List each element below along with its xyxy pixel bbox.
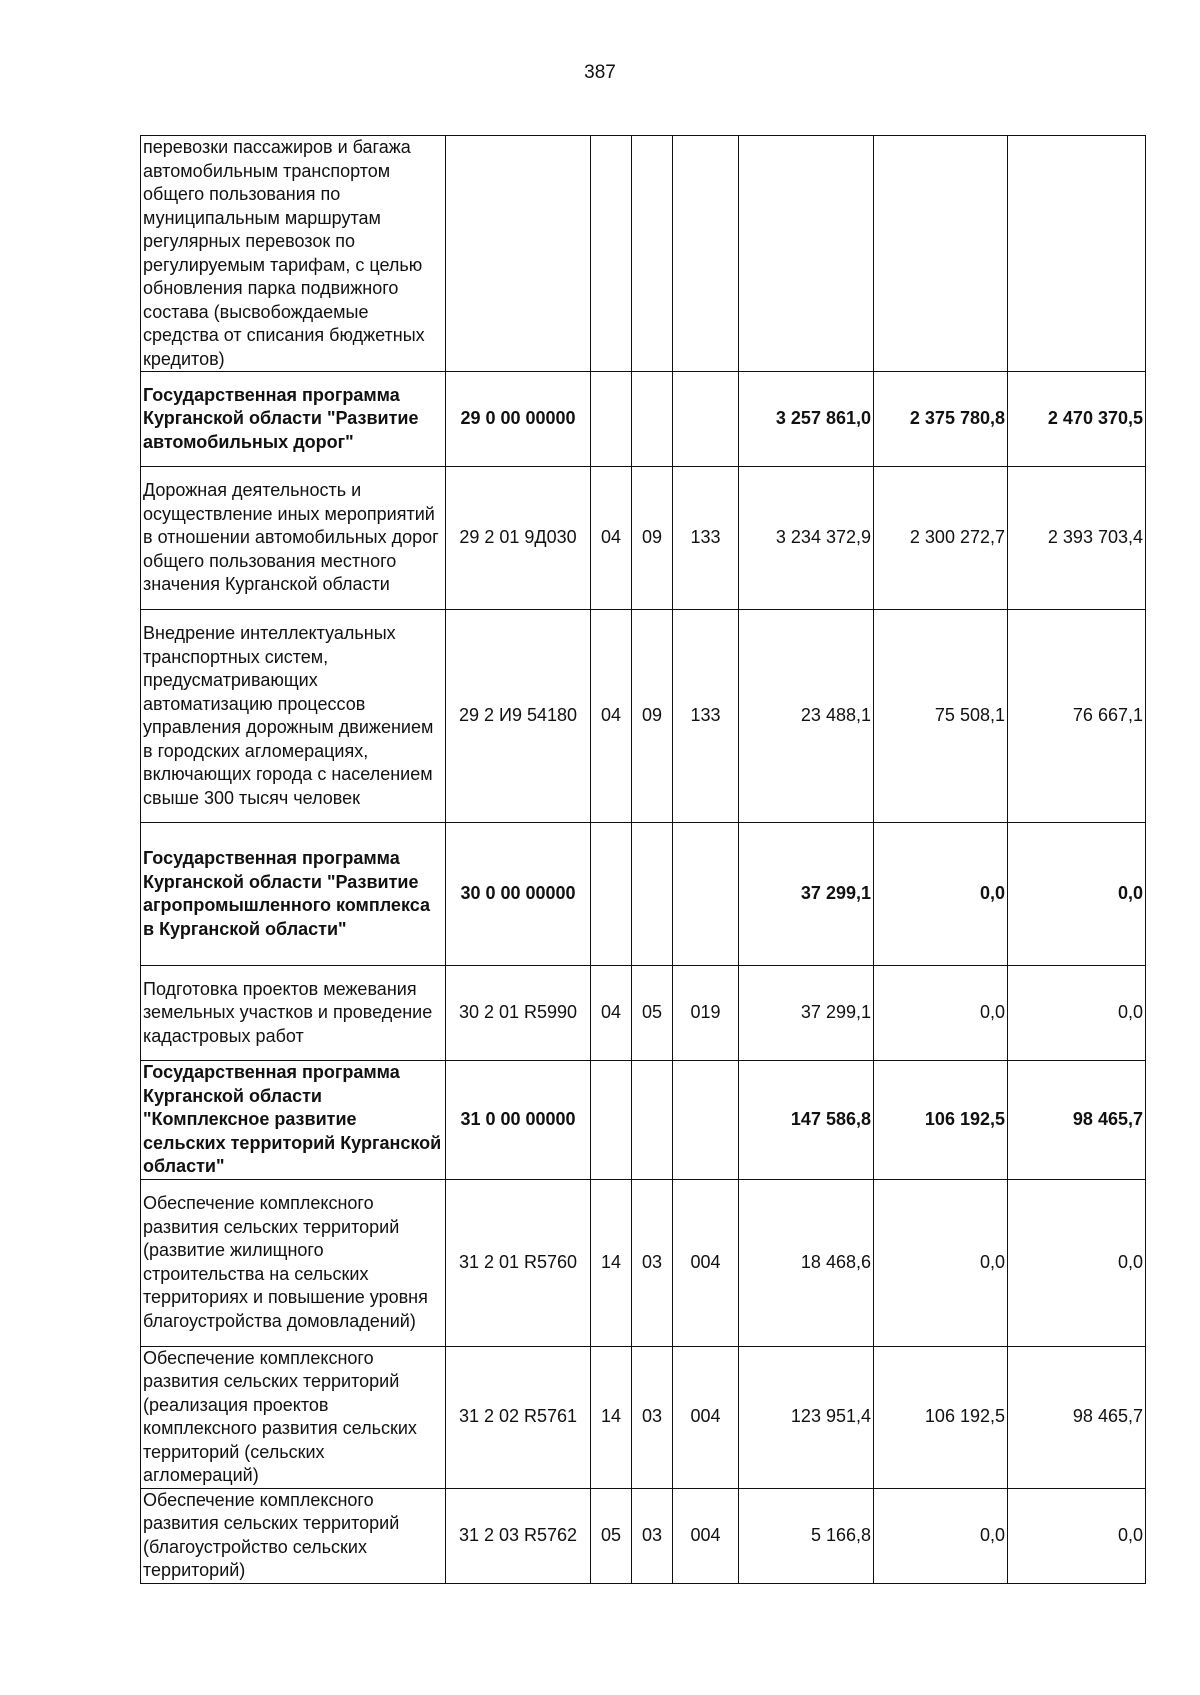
cell-section <box>591 1061 632 1180</box>
cell-grbs: 133 <box>673 610 739 823</box>
cell-subsection: 03 <box>632 1346 673 1488</box>
cell-target-code: 29 2 И9 54180 <box>446 610 591 823</box>
cell-name: Обеспечение комплексного развития сельских территорий (реализация проектов комплексного развития сельских территорий (сельских агломераций) <box>141 1346 446 1488</box>
cell-grbs: 004 <box>673 1179 739 1346</box>
cell-grbs: 004 <box>673 1346 739 1488</box>
cell-amount-year1: 5 166,8 <box>739 1488 874 1583</box>
cell-section: 04 <box>591 610 632 823</box>
cell-amount-year2: 2 300 272,7 <box>874 467 1008 610</box>
cell-section <box>591 136 632 372</box>
cell-target-code: 31 2 03 R5762 <box>446 1488 591 1583</box>
cell-amount-year1 <box>739 136 874 372</box>
page-number: 387 <box>584 62 616 83</box>
table-row <box>141 966 1146 1061</box>
cell-grbs: 133 <box>673 467 739 610</box>
cell-amount-year2: 2 375 780,8 <box>874 372 1008 467</box>
cell-grbs <box>673 136 739 372</box>
cell-amount-year3: 2 393 703,4 <box>1008 467 1146 610</box>
cell-amount-year3: 0,0 <box>1008 1179 1146 1346</box>
cell-grbs: 019 <box>673 966 739 1061</box>
cell-amount-year1: 147 586,8 <box>739 1061 874 1180</box>
table-row <box>141 372 1146 467</box>
cell-grbs <box>673 372 739 467</box>
cell-grbs <box>673 1061 739 1180</box>
cell-target-code: 29 0 00 00000 <box>446 372 591 467</box>
cell-target-code: 29 2 01 9Д030 <box>446 467 591 610</box>
cell-amount-year2: 0,0 <box>874 823 1008 966</box>
table-row <box>141 1346 1146 1488</box>
cell-section: 14 <box>591 1346 632 1488</box>
cell-amount-year2: 106 192,5 <box>874 1061 1008 1180</box>
cell-section: 04 <box>591 966 632 1061</box>
cell-subsection: 03 <box>632 1179 673 1346</box>
cell-section: 14 <box>591 1179 632 1346</box>
cell-subsection: 09 <box>632 610 673 823</box>
cell-amount-year2: 0,0 <box>874 1488 1008 1583</box>
cell-subsection <box>632 136 673 372</box>
cell-name: перевозки пассажиров и багажа автомобильным транспортом общего пользования по муниципальным маршрутам регулярных перевозок по регулируемым тарифам, с целью обновления парка подвижного состава (высвобождаемые средства от списания бюджетных кредитов) <box>141 136 446 372</box>
cell-name: Государственная программа Курганской области "Развитие автомобильных дорог" <box>141 372 446 467</box>
cell-subsection <box>632 372 673 467</box>
cell-target-code: 30 2 01 R5990 <box>446 966 591 1061</box>
cell-name: Внедрение интеллектуальных транспортных систем, предусматривающих автоматизацию процессов управления дорожным движением в городских агломерациях, включающих города с населением свыше 300 тысяч человек <box>141 610 446 823</box>
cell-amount-year3 <box>1008 136 1146 372</box>
cell-amount-year1: 3 234 372,9 <box>739 467 874 610</box>
table-row <box>141 1179 1146 1346</box>
cell-target-code: 30 0 00 00000 <box>446 823 591 966</box>
table-row <box>141 136 1146 372</box>
table-row <box>141 467 1146 610</box>
table-row <box>141 1061 1146 1180</box>
cell-subsection: 05 <box>632 966 673 1061</box>
cell-amount-year3: 0,0 <box>1008 823 1146 966</box>
cell-subsection <box>632 1061 673 1180</box>
table-row <box>141 823 1146 966</box>
cell-amount-year1: 37 299,1 <box>739 966 874 1061</box>
cell-amount-year1: 18 468,6 <box>739 1179 874 1346</box>
cell-grbs: 004 <box>673 1488 739 1583</box>
cell-subsection: 09 <box>632 467 673 610</box>
cell-target-code: 31 2 01 R5760 <box>446 1179 591 1346</box>
cell-amount-year3: 98 465,7 <box>1008 1346 1146 1488</box>
cell-subsection <box>632 823 673 966</box>
cell-target-code: 31 2 02 R5761 <box>446 1346 591 1488</box>
table-row <box>141 1488 1146 1583</box>
cell-target-code <box>446 136 591 372</box>
cell-amount-year3: 0,0 <box>1008 966 1146 1061</box>
cell-name: Обеспечение комплексного развития сельских территорий (благоустройство сельских территорий) <box>141 1488 446 1583</box>
budget-table <box>140 135 1146 1584</box>
cell-amount-year1: 23 488,1 <box>739 610 874 823</box>
cell-subsection: 03 <box>632 1488 673 1583</box>
cell-amount-year2: 0,0 <box>874 966 1008 1061</box>
cell-name: Дорожная деятельность и осуществление иных мероприятий в отношении автомобильных дорог общего пользования местного значения Курганской области <box>141 467 446 610</box>
cell-section <box>591 372 632 467</box>
cell-name: Государственная программа Курганской области "Комплексное развитие сельских территорий Курганской области" <box>141 1061 446 1180</box>
cell-grbs <box>673 823 739 966</box>
cell-amount-year2: 0,0 <box>874 1179 1008 1346</box>
cell-amount-year3: 2 470 370,5 <box>1008 372 1146 467</box>
cell-amount-year1: 123 951,4 <box>739 1346 874 1488</box>
cell-amount-year2: 75 508,1 <box>874 610 1008 823</box>
cell-amount-year2 <box>874 136 1008 372</box>
cell-section: 04 <box>591 467 632 610</box>
cell-amount-year3: 76 667,1 <box>1008 610 1146 823</box>
cell-name: Подготовка проектов межевания земельных участков и проведение кадастровых работ <box>141 966 446 1061</box>
cell-name: Обеспечение комплексного развития сельских территорий (развитие жилищного строительства на сельских территориях и повышение уровня благоустройства домовладений) <box>141 1179 446 1346</box>
cell-name: Государственная программа Курганской области "Развитие агропромышленного комплекса в Курганской области" <box>141 823 446 966</box>
table-row <box>141 610 1146 823</box>
cell-amount-year1: 37 299,1 <box>739 823 874 966</box>
cell-amount-year3: 0,0 <box>1008 1488 1146 1583</box>
cell-amount-year1: 3 257 861,0 <box>739 372 874 467</box>
cell-section: 05 <box>591 1488 632 1583</box>
cell-amount-year3: 98 465,7 <box>1008 1061 1146 1180</box>
table-body <box>141 136 1146 1584</box>
cell-section <box>591 823 632 966</box>
cell-amount-year2: 106 192,5 <box>874 1346 1008 1488</box>
cell-target-code: 31 0 00 00000 <box>446 1061 591 1180</box>
